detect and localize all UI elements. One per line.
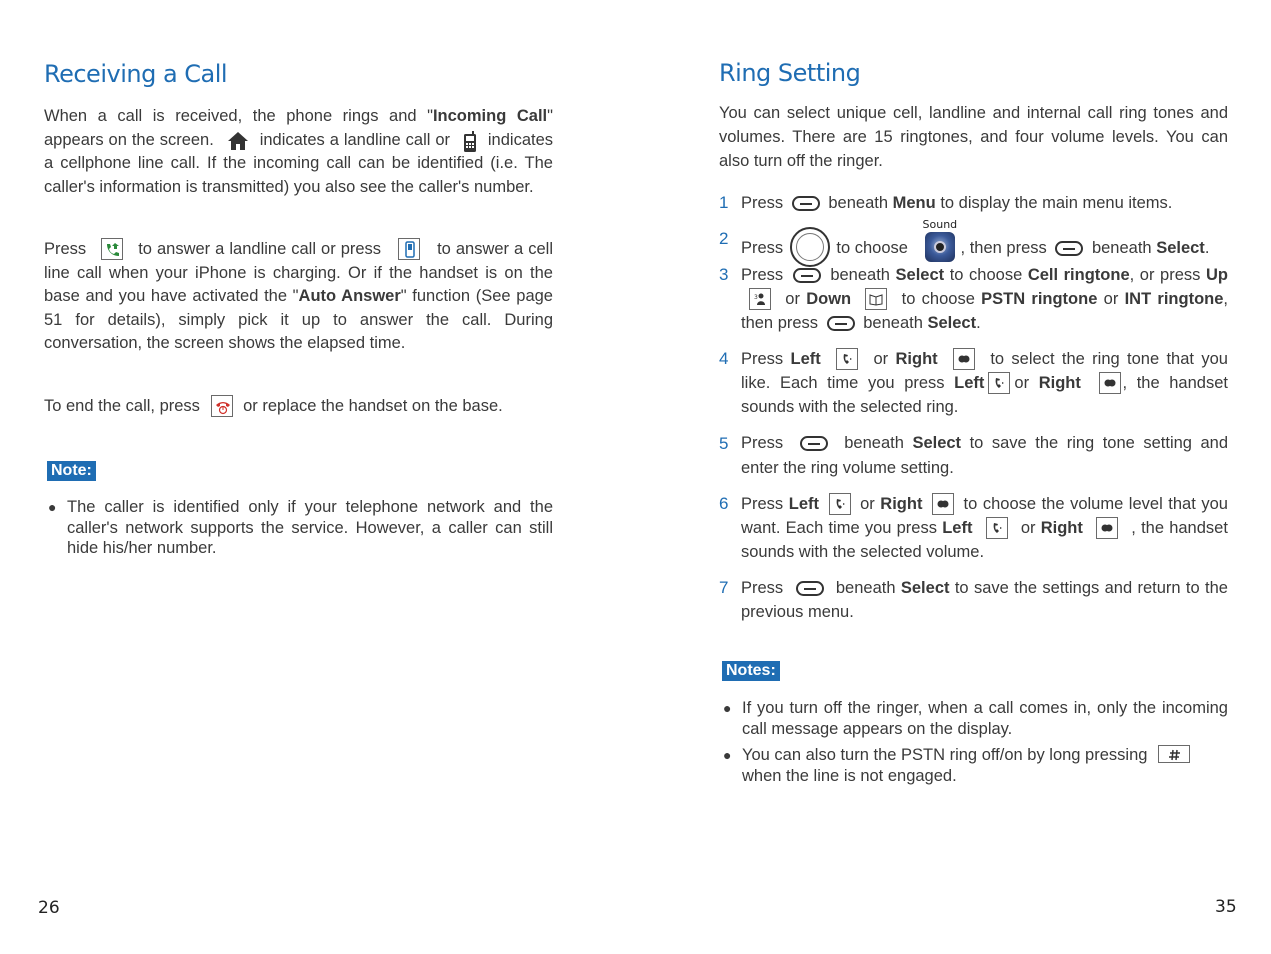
end-call-key-icon xyxy=(211,395,233,417)
answer-call-paragraph: Press to answer a landline call or press to answer a cell line call when your iPhone is charging. Or if the handset is on the base and you have activated the "Auto Answer" function (See page 51 for details), simply pick it up to answer the call. During conversation, the screen shows the elapsed time. xyxy=(44,240,553,352)
softkey-icon xyxy=(1055,241,1083,256)
note-bullet: ● The caller is identified only if your telephone network and the caller's network supports the service. However, a caller can still hide his/her number. xyxy=(48,498,553,557)
bullet-dot-icon: ● xyxy=(723,700,732,716)
receiving-intro-paragraph: When a call is received, the phone rings and "Incoming Call" appears on the screen. indicates a landline call or indicates a cellphone line call. If the incoming call can be identified (i.e. The caller's information is transmitted) you also see the caller's number. xyxy=(44,107,554,196)
right-key-icon xyxy=(953,348,975,370)
step-3: 3 Press beneath Select to choose Cell ringtone, or press Up 3 or Down to choose PSTN ringtone or INT ringtone, then press beneath Select. xyxy=(719,265,1229,332)
page-title-receiving-call: Receiving a Call xyxy=(44,60,228,88)
softkey-icon xyxy=(793,268,821,283)
left-key-icon xyxy=(986,517,1008,539)
right-key-icon xyxy=(932,493,954,515)
softkey-icon xyxy=(796,581,824,596)
up-key-icon xyxy=(749,288,771,310)
softkey-icon xyxy=(800,436,828,451)
step-4: 4 Press Left or Right to select the ring tone that you like. Each time you press Left or Right , the handset sounds with the selected ring. xyxy=(719,349,1228,416)
notes-bullet-1: ● If you turn off the ringer, when a call comes in, only the incoming call message appears on the display. xyxy=(723,699,1228,738)
page-number-left: 26 xyxy=(38,898,60,918)
ring-setting-intro: You can select unique cell, landline and internal call ring tones and volumes. There are 15 ringtones, and four volume levels. You can also turn off the ringer. xyxy=(719,104,1228,170)
page-title-ring-setting: Ring Setting xyxy=(719,59,861,87)
home-icon xyxy=(225,129,249,151)
step-6: 6 Press Left or Right to choose the volume level that you want. Each time you press Left or Right , the handset sounds with the selected volume. xyxy=(719,494,1228,561)
step-2: 2 Press to choose Sound , then press beneath Select. xyxy=(719,227,1228,267)
softkey-icon xyxy=(827,316,855,331)
talk-landline-key-icon xyxy=(101,238,123,260)
right-key-icon xyxy=(1099,372,1121,394)
left-key-icon xyxy=(829,493,851,515)
step-1: 1 Press beneath Menu to display the main menu items. xyxy=(719,193,1173,212)
left-key-icon xyxy=(988,372,1010,394)
cell-answer-key-icon xyxy=(398,238,420,260)
note-badge: Note: xyxy=(47,461,96,481)
step-5: 5 Press beneath Select to save the ring tone setting and enter the ring volume setting. xyxy=(719,434,1229,477)
notes-badge: Notes: xyxy=(722,661,780,681)
page-number-right: 35 xyxy=(1215,897,1237,917)
navigation-key-icon xyxy=(790,227,830,267)
notes-bullet-2: ● You can also turn the PSTN ring off/on by long pressing when the line is not engaged. xyxy=(719,745,1228,786)
cellphone-icon xyxy=(461,129,477,151)
end-call-paragraph: To end the call, press or replace the handset on the base. xyxy=(44,397,503,415)
left-key-icon xyxy=(836,348,858,370)
step-7: 7 Press beneath Select to save the settings and return to the previous menu. xyxy=(719,578,1228,621)
bullet-dot-icon: ● xyxy=(723,747,732,763)
right-key-icon xyxy=(1096,517,1118,539)
sound-menu-icon: Sound xyxy=(925,232,955,262)
hash-key-icon xyxy=(1158,745,1190,763)
bullet-dot-icon: ● xyxy=(48,499,57,515)
down-key-icon xyxy=(865,288,887,310)
softkey-icon xyxy=(792,196,820,211)
svg-text:3: 3 xyxy=(754,294,758,301)
